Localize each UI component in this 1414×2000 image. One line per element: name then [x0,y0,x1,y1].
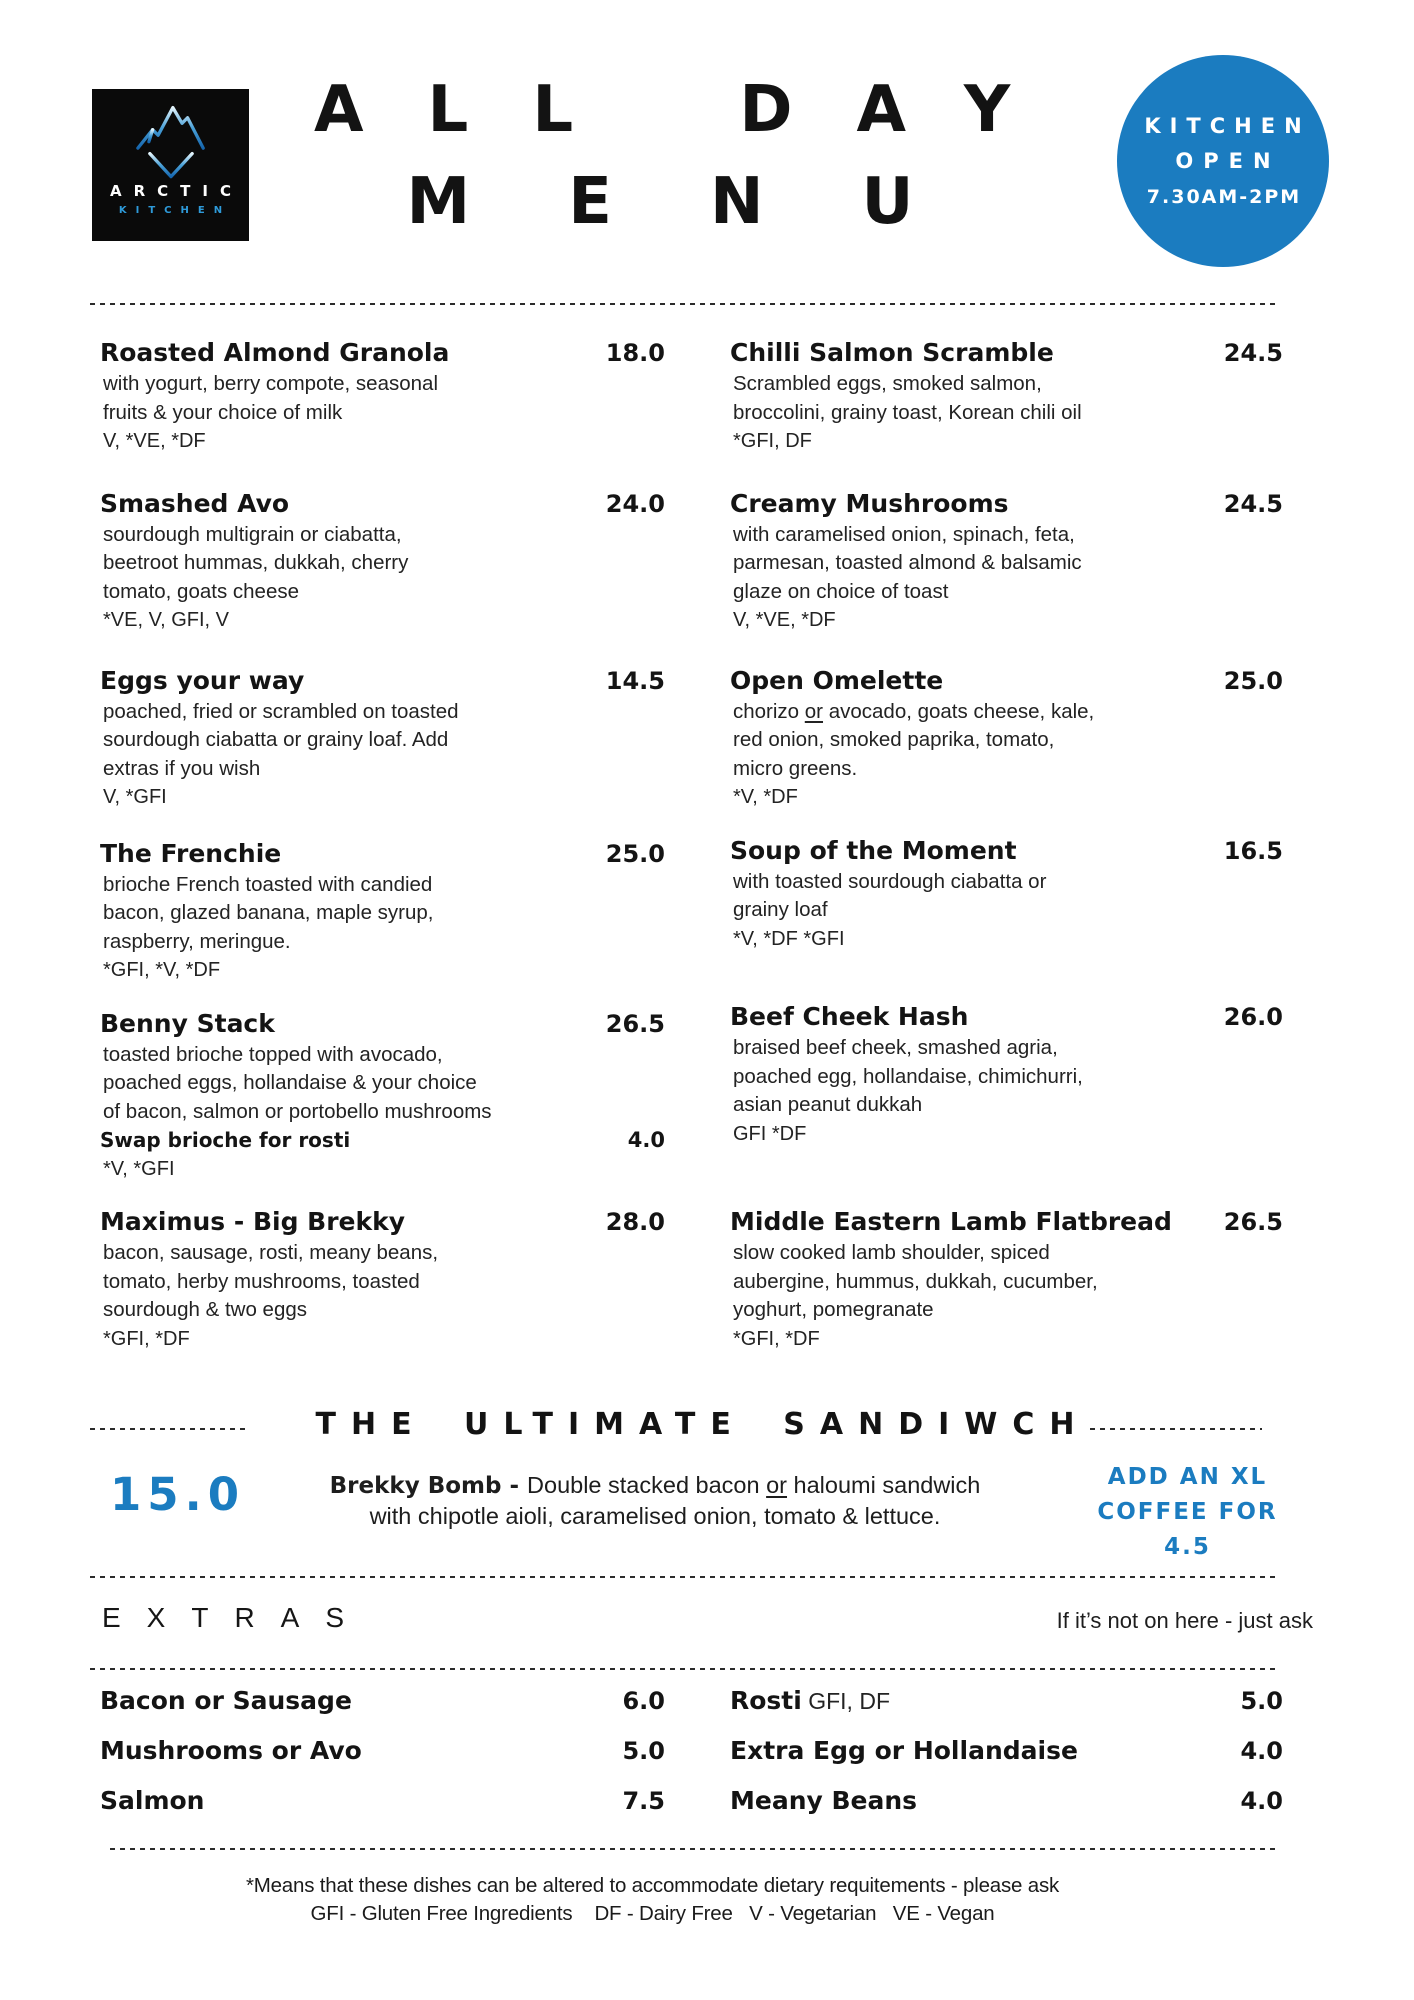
item-tags: *V, *GFI [103,1157,175,1180]
item-name: Benny Stack [100,1008,275,1038]
page-title [250,64,1075,248]
divider-bottom [110,1848,1280,1850]
menu-item-eggs-your-way [100,664,665,812]
item-name: Maximus - Big Brekky [100,1207,406,1236]
item-desc: brioche French toasted with candied bacon, glazed banana, maple syrup, raspberry, meringue. [103,872,434,953]
item-subprice: 4.0 [627,1128,665,1152]
item-tags: V, *VE, *DF [733,609,836,631]
item-price: 28.0 [605,1208,665,1236]
arctic-kitchen-logo [92,89,249,241]
item-desc: poached, fried or scrambled on toasted sourdough ciabatta or grainy loaf. Add extras if you wish [103,699,459,780]
sandwich-section-title: THE ULTIMATE SANDIWCH [315,1407,1090,1442]
menu-item-creamy-mushrooms [730,487,1283,635]
item-tags: *GFI, *V, *DF [103,959,221,981]
divider-sandwich-left [90,1428,250,1430]
item-price: 26.5 [605,1009,665,1038]
item-tags: V, *VE, *DF [103,430,206,452]
sandwich-price: 15.0 [110,1468,246,1521]
item-price: 18.0 [605,339,665,367]
menu-item-the-frenchie [100,837,665,985]
item-tags: *GFI, *DF [733,1327,820,1350]
item-price: 25.0 [1223,666,1283,695]
divider-sandwich-right [1090,1428,1262,1430]
item-price: 16.5 [1223,836,1283,865]
item-tags: *VE, V, GFI, V [103,609,229,631]
menu-columns [100,336,1283,1353]
divider-extras-mid [90,1668,1280,1670]
badge-kitchen: KITCHEN [1144,114,1311,138]
menu-item-maximus-big-brekky [100,1205,665,1353]
badge-open: OPEN [1175,149,1281,173]
badge-hours: 7.30AM-2PM [1146,186,1302,208]
item-desc: slow cooked lamb shoulder, spiced aubergine, hummus, dukkah, cucumber, yoghurt, pomegranate [733,1241,1098,1321]
item-price: 14.5 [605,666,665,695]
item-desc: braised beef cheek, smashed agria, poached egg, hollandaise, chimichurri, asian peanut dukkah [733,1036,1083,1116]
kitchen-open-badge [1117,55,1329,267]
menu-item-smashed-avo [100,487,665,635]
item-price: 26.0 [1223,1003,1283,1031]
dietary-footnote [95,1872,1210,1928]
footnote-line1: *Means that these dishes can be altered to accommodate dietary requitements - please ask [245,1874,1060,1897]
extras-heading: EXTRAS [102,1602,371,1633]
item-name: Middle Eastern Lamb Flatbread [730,1207,1172,1236]
item-desc: with toasted sourdough ciabatta or grainy loaf [733,869,1047,921]
item-desc: with yogurt, berry compote, seasonal fruits & your choice of milk [103,372,438,424]
item-name: Beef Cheek Hash [730,1002,969,1031]
item-price: 24.5 [1223,489,1283,518]
menu-item-middle-eastern-lamb-flatbread [730,1205,1283,1353]
item-name: The Frenchie [100,838,282,868]
item-tags: *V, *DF *GFI [733,927,845,950]
item-desc: with caramelised onion, spinach, feta, parmesan, toasted almond & balsamic glaze on choice of toast [733,522,1082,603]
item-name: Soup of the Moment [730,835,1017,865]
item-name: Eggs your way [100,665,305,695]
extra-rosti: Rosti GFI, DF 5.0 [730,1686,1283,1715]
item-desc: toasted brioche topped with avocado, poached eggs, hollandaise & your choice of bacon, salmon or portobello mushrooms [103,1042,492,1123]
item-price: 24.0 [605,489,665,518]
page-title-line2: MENU [406,165,1012,239]
item-price: 24.5 [1223,339,1283,367]
extra-mushrooms-or-avo: Mushrooms or Avo 5.0 [100,1736,665,1765]
item-price: 25.0 [605,839,665,868]
menu-item-roasted-almond-granola [100,336,665,456]
item-price: 26.5 [1223,1208,1283,1236]
item-desc: Scrambled eggs, smoked salmon, broccolini, grainy toast, Korean chili oil [733,372,1082,424]
divider-extras-top [90,1576,1280,1578]
extras-columns [100,1686,1283,1836]
extra-meany-beans: Meany Beans 4.0 [730,1786,1283,1815]
item-name: Chilli Salmon Scramble [730,338,1054,367]
coffee-promo: ADD AN XL COFFEE FOR 4.5 [1097,1464,1278,1560]
sandwich-description: Brekky Bomb - Double stacked bacon or haloumi sandwich with chipotle aioli, caramelised onion, tomato & lettuce. [329,1472,981,1529]
item-suboption: Swap brioche for rosti 4.0 [100,1126,665,1155]
item-name: Smashed Avo [100,488,290,518]
item-tags: *V, *DF [733,786,798,808]
item-tags: *GFI, *DF [103,1327,190,1350]
item-name: Creamy Mushrooms [730,488,1009,518]
menu-column-left [100,336,665,1353]
logo-text-arctic: ARCTIC [110,182,243,200]
extra-bacon-or-sausage: Bacon or Sausage 6.0 [100,1686,665,1715]
item-desc: sourdough multigrain or ciabatta, beetroot hummas, dukkah, cherry tomato, goats cheese [103,522,409,603]
item-name: Roasted Almond Granola [100,338,450,367]
item-tags: *GFI, DF [733,430,812,452]
extra-salmon: Salmon 7.5 [100,1786,665,1815]
extras-column-left [100,1686,665,1836]
item-desc: bacon, sausage, rosti, meany beans, tomato, herby mushrooms, toasted sourdough & two eggs [103,1241,439,1321]
menu-item-open-omelette [730,664,1283,812]
extra-egg-or-hollandaise: Extra Egg or Hollandaise 4.0 [730,1736,1283,1765]
logo-text-kitchen: KITCHEN [118,205,232,216]
item-tags: GFI *DF [733,1122,807,1145]
page-title-line1: ALL DAY [314,73,1075,147]
extras-column-right [730,1686,1283,1836]
item-tags: V, *GFI [103,786,167,808]
extras-note: If it’s not on here - just ask [1056,1608,1313,1633]
footnote-line2: GFI - Gluten Free Ingredients DF - Dairy Free V - Vegetarian VE - Vegan [310,1902,995,1925]
menu-item-beef-cheek-hash [730,1000,1283,1148]
menu-item-chilli-salmon-scramble [730,336,1283,456]
menu-column-right [730,336,1283,1353]
menu-item-soup-of-the-moment [730,834,1283,954]
divider-top [90,303,1280,305]
iceberg-mountain-icon [125,95,217,181]
item-name: Open Omelette [730,665,944,695]
menu-item-benny-stack [100,1007,665,1184]
item-desc: chorizo or avocado, goats cheese, kale, red onion, smoked paprika, tomato, micro greens. [733,699,1095,780]
